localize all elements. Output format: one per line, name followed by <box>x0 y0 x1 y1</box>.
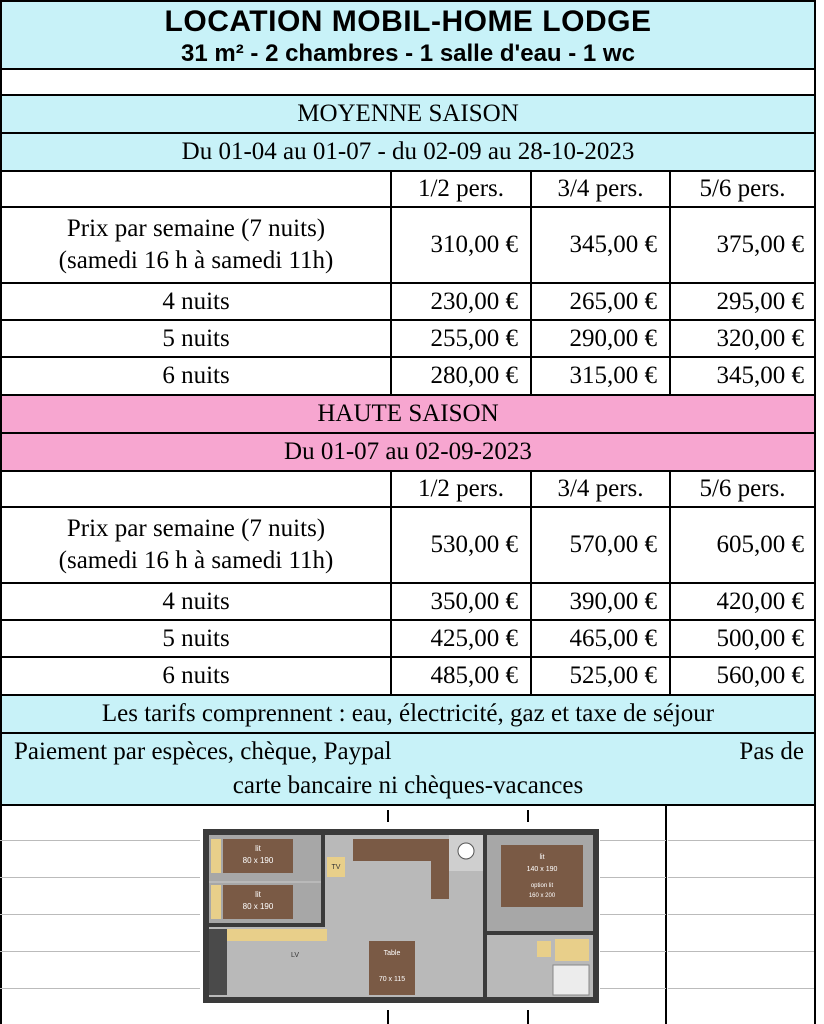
row-label: 4 nuits <box>162 287 230 315</box>
grid-line <box>668 840 814 841</box>
price-cell: 375,00 € <box>669 208 814 282</box>
haute-saison-label: HAUTE SAISON <box>0 396 816 434</box>
row-label-line2: (samedi 16 h à samedi 11h) <box>58 547 334 574</box>
grid-line <box>668 877 814 878</box>
bed-1-label: lit <box>255 844 261 853</box>
plan-wall <box>487 931 593 935</box>
corner-cell <box>2 172 390 206</box>
grid-line <box>0 988 200 989</box>
col-header: 3/4 pers. <box>530 172 669 206</box>
paiement-note <box>0 734 816 806</box>
price-cell: 295,00 € <box>669 284 814 319</box>
price-cell: 425,00 € <box>390 621 530 656</box>
row-label-line1: Prix par semaine (7 nuits) <box>66 215 326 242</box>
table-row <box>0 508 816 584</box>
grid-line <box>668 951 814 952</box>
price-cell: 315,00 € <box>530 358 669 394</box>
col-header: 1/2 pers. <box>390 172 530 206</box>
row-label <box>2 208 390 282</box>
price-cell: 605,00 € <box>669 508 814 582</box>
bed-1-size: 80 x 190 <box>242 856 274 865</box>
row-label-line1: Prix par semaine (7 nuits) <box>66 515 326 542</box>
spacer-row <box>0 70 816 96</box>
kitchen-worktop <box>227 929 327 941</box>
plan-wall <box>321 835 325 923</box>
cabinet-icon <box>211 839 221 873</box>
toilet-icon <box>458 843 474 859</box>
table-row <box>0 658 816 696</box>
price-cell: 290,00 € <box>530 321 669 356</box>
tarifs-note: Les tarifs comprennent : eau, électricité, gaz et taxe de séjour <box>0 696 816 734</box>
grid-line <box>0 877 200 878</box>
grid-tick <box>527 810 529 822</box>
grid-tick <box>527 1010 529 1024</box>
grid-line <box>600 951 666 952</box>
price-cell: 345,00 € <box>669 358 814 394</box>
grid-line <box>600 988 666 989</box>
price-cell: 500,00 € <box>669 621 814 656</box>
price-cell: 390,00 € <box>530 584 669 619</box>
price-cell: 265,00 € <box>530 284 669 319</box>
paiement-left: Paiement par espèces, chèque, Paypal <box>14 738 392 765</box>
grid-tick <box>387 810 389 822</box>
price-cell: 280,00 € <box>390 358 530 394</box>
table-row <box>0 584 816 621</box>
grid-line <box>600 914 666 915</box>
row-label: 6 nuits <box>162 662 230 689</box>
lv-label: LV <box>290 952 300 959</box>
price-cell: 465,00 € <box>530 621 669 656</box>
price-cell: 560,00 € <box>669 658 814 694</box>
table-label: Table <box>383 950 401 957</box>
bed-2-label: lit <box>255 890 261 899</box>
price-cell: 420,00 € <box>669 584 814 619</box>
page-subtitle: 31 m² - 2 chambres - 1 salle d'eau - 1 wc <box>181 40 635 67</box>
price-cell: 350,00 € <box>390 584 530 619</box>
table-row <box>0 621 816 658</box>
tv-label: TV <box>331 864 341 871</box>
grid-line <box>668 914 814 915</box>
table-row <box>0 208 816 284</box>
cabinet-icon <box>211 885 221 919</box>
haute-saison-dates: Du 01-07 au 02-09-2023 <box>0 434 816 472</box>
price-cell: 485,00 € <box>390 658 530 694</box>
kitchen-counter <box>209 929 227 995</box>
storage-icon <box>555 939 589 961</box>
haute-header-row <box>0 472 816 508</box>
grid-line <box>668 988 814 989</box>
price-cell: 255,00 € <box>390 321 530 356</box>
table-row <box>0 321 816 358</box>
grid-line <box>0 840 200 841</box>
grid-line <box>0 914 200 915</box>
bed-3-size: 140 x 190 <box>526 866 558 873</box>
price-cell: 570,00 € <box>530 508 669 582</box>
row-label-line2: (samedi 16 h à samedi 11h) <box>58 247 334 274</box>
title-block <box>0 0 816 70</box>
shower-icon <box>553 965 589 995</box>
col-header: 1/2 pers. <box>390 472 530 506</box>
moyenne-saison-label: MOYENNE SAISON <box>0 96 816 134</box>
bed-option-size: 160 x 200 <box>528 893 556 899</box>
row-label: 4 nuits <box>162 587 230 615</box>
moyenne-header-row <box>0 172 816 208</box>
bed-3-label: lit <box>539 854 545 861</box>
bed-option-label: option lit <box>530 883 554 889</box>
table-size: 70 x 115 <box>378 976 406 983</box>
table-row <box>0 358 816 396</box>
sofa-icon <box>431 839 449 899</box>
price-cell: 525,00 € <box>530 658 669 694</box>
grid-line <box>600 840 666 841</box>
price-cell: 230,00 € <box>390 284 530 319</box>
bed-2-size: 80 x 190 <box>242 902 274 911</box>
corner-cell <box>2 472 390 506</box>
washbasin-icon <box>537 941 551 957</box>
table-row <box>0 284 816 321</box>
plan-wall <box>483 835 487 997</box>
col-header: 3/4 pers. <box>530 472 669 506</box>
row-label: 5 nuits <box>162 624 230 652</box>
col-header: 5/6 pers. <box>669 472 814 506</box>
grid-line <box>600 877 666 878</box>
price-cell: 310,00 € <box>390 208 530 282</box>
floor-plan-image <box>203 829 599 1003</box>
row-label <box>2 508 390 582</box>
row-label: 5 nuits <box>162 324 230 352</box>
price-cell: 530,00 € <box>390 508 530 582</box>
grid-line <box>0 951 200 952</box>
price-cell: 345,00 € <box>530 208 669 282</box>
col-header: 5/6 pers. <box>669 172 814 206</box>
moyenne-saison-dates: Du 01-04 au 01-07 - du 02-09 au 28-10-2023 <box>0 134 816 172</box>
price-cell: 320,00 € <box>669 321 814 356</box>
grid-line <box>814 804 816 1024</box>
paiement-line2: carte bancaire ni chèques-vacances <box>232 772 584 799</box>
paiement-right: Pas de <box>739 738 804 765</box>
page-title: LOCATION MOBIL-HOME LODGE <box>164 5 652 38</box>
grid-tick <box>387 1010 389 1024</box>
plan-wall <box>209 923 325 927</box>
row-label: 6 nuits <box>162 362 230 389</box>
